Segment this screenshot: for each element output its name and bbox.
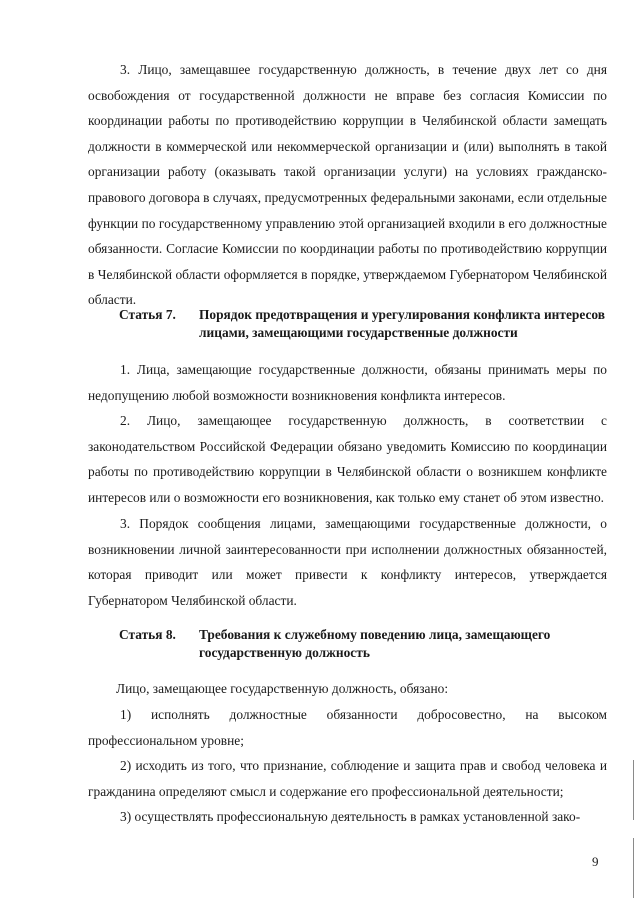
paragraph-art7-part3: 3. Порядок сообщения лицами, замещающими государственные должности, о возникновении личной заинтересованности при исполнении должностных обязанностей, которая приводит или может привести к конфликту интересов, утверждается Губернатором Челябинской области. [88,516,607,608]
article-8-title: Требования к служебному поведению лица, замещающего государственную должность [199,627,551,660]
scan-edge-mark [633,760,634,820]
article-7-title: Порядок предотвращения и урегулирования конфликта интересов лицами, замещающими государственные должности [199,307,606,340]
paragraph-art7-part2: 2. Лицо, замещающее государственную должность, в соответствии с законодательством Российской Федерации обязано уведомить Комиссию по координации работы по противодействию коррупции в Челябинской области о возникшем конфликте интересов или о возможности его возникновения, как только ему станет об этом известно. [88,413,607,505]
article-8-heading [119,626,609,662]
paragraph-art6-part3: 3. Лицо, замещавшее государственную должность, в течение двух лет со дня освобождения от государственной должности не вправе без согласия Комиссии по координации работы по противодействию коррупции в Челябинской области замещать должности в коммерческой или некоммерческой организации и (или) выполнять в такой организации работу (оказывать такой организации услуги) на условиях гражданско-правового договора в случаях, предусмотренных федеральными законами, если отдельные функции по государственному управлению этой организацией входили в его должностные обязанности. Согласие Комиссии по координации работы по противодействию коррупции в Челябинской области оформляется в порядке, утверждаемом Губернатором Челябинской области. [88,62,607,308]
paragraph-art8-item1: 1) исполнять должностные обязанности добросовестно, на высоком профессиональном уровне; [88,707,607,748]
page-number: 9 [592,854,599,869]
scan-edge-mark [633,838,634,898]
paragraph-art8-intro: Лицо, замещающее государственную должность, обязано: [116,681,449,696]
article-7-number: Статья 7. [119,307,176,322]
paragraph-art8-item2: 2) исходить из того, что признание, соблюдение и защита прав и свобод человека и гражданина определяют смысл и содержание его профессиональной деятельности; [88,758,607,799]
paragraph-art7-part1: 1. Лица, замещающие государственные должности, обязаны принимать меры по недопущению любой возможности возникновения конфликта интересов. [88,362,607,403]
article-7-heading [119,306,609,342]
paragraph-art8-item3: 3) осуществлять профессиональную деятельность в рамках установленной зако- [120,809,581,824]
article-8-number: Статья 8. [119,627,176,642]
